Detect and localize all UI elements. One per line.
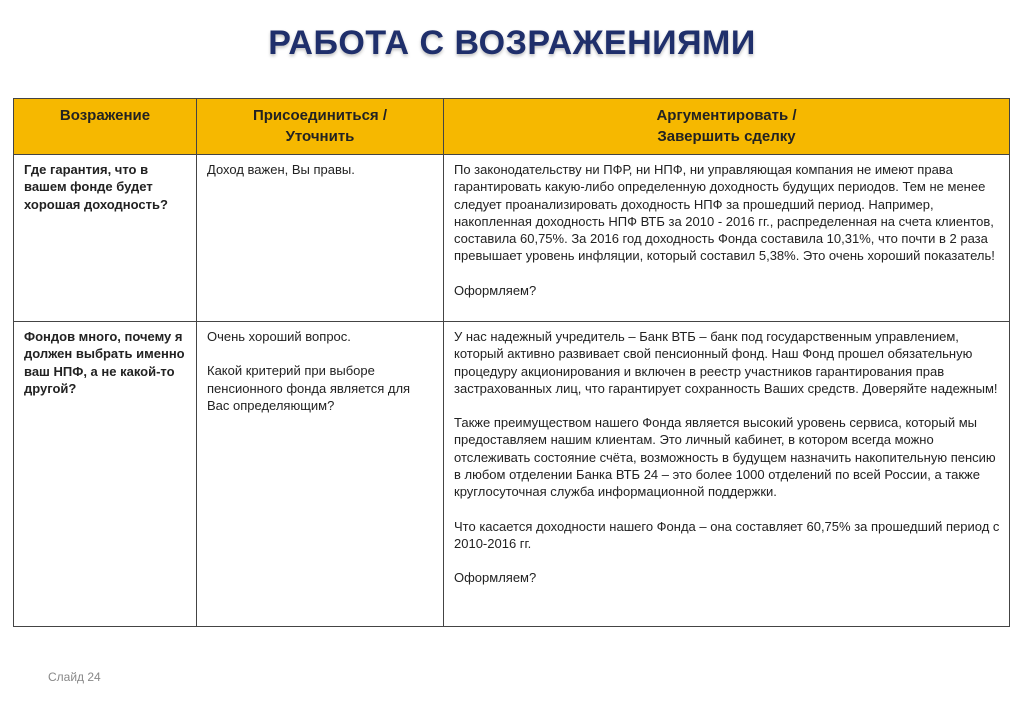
argue-cell [444, 155, 1010, 322]
header-join-line-2: Уточнить [285, 128, 355, 145]
argue-text: Что касается доходности нашего Фонда – она составляет 60,75% за прошедший период с 2010-2016 гг. [454, 518, 1000, 551]
objection-cell: Фондов много, почему я должен выбрать именно ваш НПФ, а не какой-то другой? [14, 322, 197, 627]
join-cell [197, 155, 444, 322]
table-row [14, 322, 1010, 627]
header-join-line-1: Присоединиться / [252, 107, 388, 124]
argue-text: Также преимуществом нашего Фонда является высокий уровень сервиса, который мы предоставляем нашим клиентам. Это личный кабинет, в котором всегда можно отслеживать состояние счёта, возможность в будущем назначить накопительную пенсию в любом отделении Банка ВТБ 24 – это более 1000 отделений по всей России, а также круглосуточная служба информационной поддержки. [454, 415, 996, 500]
header-argue [444, 99, 1010, 155]
objections-table [13, 98, 1010, 627]
header-objection [14, 99, 197, 155]
argue-cell [444, 322, 1010, 627]
join-cell [197, 322, 444, 627]
table-header-row [14, 99, 1010, 155]
header-argue-line-2: Завершить сделку [657, 128, 796, 145]
table-row [14, 155, 1010, 322]
argue-text: Оформляем? [454, 570, 537, 586]
slide-number: Слайд 24 [48, 670, 101, 684]
join-text: Какой критерий при выборе пенсионного фонда является для Вас определяющим? [207, 363, 411, 413]
argue-text: Оформляем? [454, 282, 537, 298]
header-join [197, 99, 444, 155]
slide-title: РАБОТА С ВОЗРАЖЕНИЯМИ [268, 24, 756, 62]
argue-text: По законодательству ни ПФР, ни НПФ, ни управляющая компания не имеют права гарантировать какую-либо определенную доходность будущих периодов. Тем не менее следует проанализировать доходность НПФ за прошедший период. Например, накопленная доходность НПФ ВТБ за 2010 - 2016 гг., распределенная на счета клиентов, составила 60,75%. За 2016 год доходность Фонда составила 10,31%, что почти в 2 раза превышает уровень инфляции, который составил 5,38%. Это очень хороший показатель! [454, 162, 995, 264]
objection-cell: Где гарантия, что в вашем фонде будет хорошая доходность? [14, 155, 197, 322]
header-objection-line-1: Возражение [59, 107, 151, 124]
join-text: Очень хороший вопрос. [207, 329, 351, 344]
join-text: Доход важен, Вы правы. [207, 162, 355, 177]
argue-text: У нас надежный учредитель – Банк ВТБ – банк под государственным управлением, который активно развивает свой пенсионный фонд. Наш Фонд прошел обязательную процедуру акционирования и включен в реестр участников гарантирования прав застрахованных лиц, что гарантирует сохранность Ваших средств. Доверяйте надежным! [454, 329, 998, 396]
header-argue-line-1: Аргументировать / [656, 107, 797, 124]
